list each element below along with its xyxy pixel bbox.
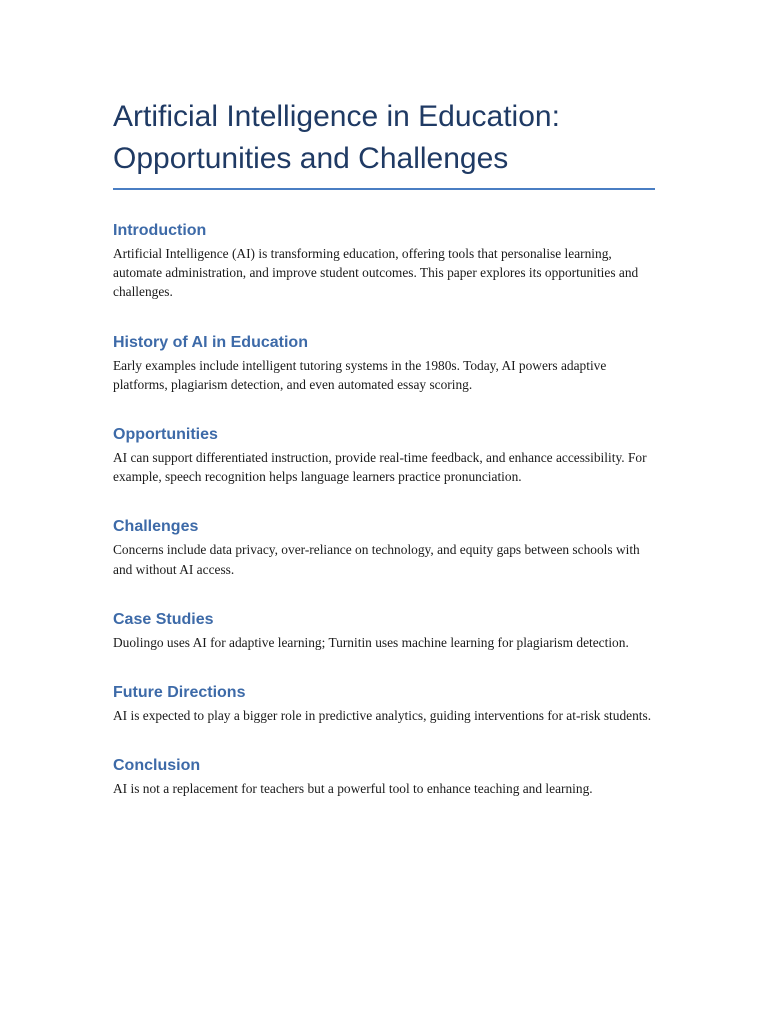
section-body: AI can support differentiated instruction, provide real-time feedback, and enhance accessibility. For example, speech recognition helps language learners practice pronunciation. xyxy=(113,450,647,485)
section-body: Concerns include data privacy, over-reliance on technology, and equity gaps between schools with and without AI access. xyxy=(113,542,640,577)
section-history xyxy=(113,332,658,394)
section-heading: Case Studies xyxy=(113,610,214,628)
section-body: AI is not a replacement for teachers but a powerful tool to enhance teaching and learning. xyxy=(113,781,593,797)
title-line-1: Artificial Intelligence in Education: xyxy=(113,100,560,133)
title-line-2: Opportunities and Challenges xyxy=(113,142,509,175)
section-body: AI is expected to play a bigger role in predictive analytics, guiding interventions for at-risk students. xyxy=(113,708,652,724)
section-case-studies xyxy=(113,609,658,652)
section-future-directions xyxy=(113,682,658,725)
section-heading: Introduction xyxy=(113,222,207,239)
document-page xyxy=(113,0,658,798)
section-opportunities xyxy=(113,424,658,486)
document-title xyxy=(113,0,658,180)
section-heading: Opportunities xyxy=(113,426,218,444)
section-introduction xyxy=(113,220,658,302)
section-heading: Future Directions xyxy=(113,684,246,702)
section-heading: Challenges xyxy=(113,518,199,536)
section-body: Early examples include intelligent tutoring systems in the 1980s. Today, AI powers adaptive platforms, plagiarism detection, and even automated essay scoring. xyxy=(113,357,607,392)
section-heading: History of AI in Education xyxy=(113,333,308,351)
section-body: Duolingo uses AI for adaptive learning; Turnitin uses machine learning for plagiarism detection. xyxy=(113,634,629,650)
title-underline xyxy=(113,188,655,190)
section-body: Artificial Intelligence (AI) is transforming education, offering tools that personalise learning, automate administration, and improve student outcomes. This paper explores its opportunities and challenges. xyxy=(113,246,639,300)
section-conclusion xyxy=(113,755,658,798)
section-challenges xyxy=(113,516,658,578)
section-heading: Conclusion xyxy=(113,757,201,775)
